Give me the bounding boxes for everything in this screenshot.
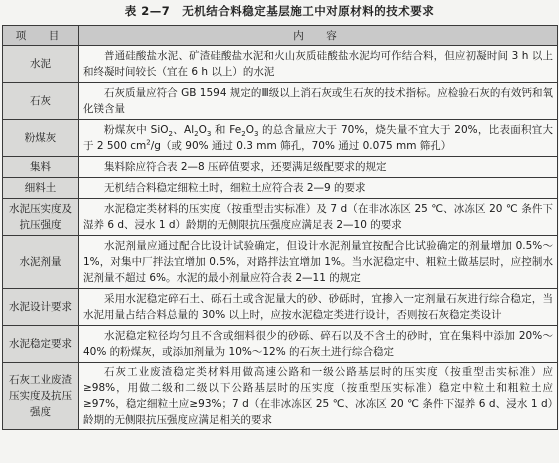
header-content: 内 容 (79, 26, 558, 46)
table-row (3, 120, 558, 157)
row-content: 集料除应符合表 2—8 压碎值要求，还要满足级配要求的规定 (79, 157, 558, 178)
row-content: 水泥稳定粒径均匀且不含或细料很少的砂砾、碎石以及不含土的砂时，宜在集料中添加 20%～40% 的粉煤灰，或添加剂量为 10%～12% 的石灰土进行综合稳定 (79, 326, 558, 363)
row-item-label: 集料 (3, 157, 79, 178)
row-content: 普通硅酸盐水泥、矿渣硅酸盐水泥和火山灰质硅酸盐水泥均可作结合料，但应初凝时间 3 h 以上和终凝时间较长（宜在 6 h 以上）的水泥 (79, 46, 558, 83)
subscript: 2 (168, 130, 173, 139)
subscript: 2 (194, 130, 199, 139)
text-segment: 的总含量应大于 70%，烧失量不宜大于 20%，比表面积宜大于 2 500 cm (83, 124, 553, 152)
row-item-label: 水泥设计要求 (3, 289, 79, 326)
row-content: 石灰质量应符合 GB 1594 规定的Ⅲ级以上消石灰或生石灰的技术指标。应检验石灰的有效钙和氧化镁含量 (79, 83, 558, 120)
row-item-label: 细料土 (3, 178, 79, 199)
table-row (3, 46, 558, 83)
row-content: 水泥稳定类材料的压实度（按重型击实标准）及 7 d（在非冰冻区 25 ℃、冰冻区 20 ℃ 条件下湿养 6 d、浸水 1 d）龄期的无侧限抗压强度应满足表 2—10 的要求 (79, 199, 558, 236)
table-row (3, 83, 558, 120)
subscript: 2 (241, 130, 246, 139)
text-segment: 和 Fe (211, 124, 242, 136)
row-content: 水泥剂量应通过配合比设计试验确定，但设计水泥剂量宜按配合比试验确定的剂量增加 0.5%～1%，对集中厂拌法宜增加 0.5%，对路拌法宜增加 1%。当水泥稳定中、粗粒土做基层时，应控制水泥剂量不超过 6%。水泥的最小剂量应符合表 2—11 的规定 (79, 236, 558, 289)
row-item-label: 粉煤灰 (3, 120, 79, 157)
superscript: 2 (146, 138, 151, 147)
row-item-label: 水泥压实度及抗压强度 (3, 199, 79, 236)
subscript: 3 (253, 130, 259, 139)
row-item-label: 石灰工业废渣压实度及抗压强度 (3, 363, 79, 430)
requirements-table (2, 25, 558, 430)
text-segment: 粉煤灰中 SiO (104, 124, 169, 136)
table-row (3, 236, 558, 289)
row-item-label: 水泥剂量 (3, 236, 79, 289)
header-item: 项 目 (3, 26, 79, 46)
subscript: 3 (206, 130, 212, 139)
row-item-label: 石灰 (3, 83, 79, 120)
table-row (3, 199, 558, 236)
table-header-row (3, 26, 558, 46)
row-content: 无机结合料稳定细粒土时，细粒土应符合表 2—9 的要求 (79, 178, 558, 199)
table-row (3, 289, 558, 326)
text-segment: O (198, 124, 207, 136)
table-row (3, 178, 558, 199)
row-content: 采用水泥稳定碎石土、砾石土或含泥量大的砂、砂砾时，宜掺入一定剂量石灰进行综合稳定，当水泥用量占结合料总量的 30% 以上时，应按水泥稳定类进行设计，否则按石灰稳定类设计 (79, 289, 558, 326)
row-content: 石灰工业废渣稳定类材料用做高速公路和一级公路基层时的压实度（按重型击实标准）应≥98%，用做二级和二级以下公路基层时的压实度（按重型压实标准）稳定中粒土和粗粒土应≥97%，稳定细粒土应≥93%；7 d（在非冰冻区 25 ℃、冰冻区 20 ℃ 条件下湿养 6 d、浸水 1 d）龄期的无侧限抗压强度应满足相关的要求 (79, 363, 558, 430)
text-segment: /g（或 90% 通过 0.3 mm 筛孔，70% 通过 0.075 mm 筛孔） (150, 140, 452, 152)
row-item-label: 水泥稳定要求 (3, 326, 79, 363)
row-content (79, 120, 558, 157)
table-row (3, 363, 558, 430)
text-segment: 、Al (172, 124, 195, 136)
table-title: 表 2—7 无机结合料稳定基层施工中对原材料的技术要求 (124, 4, 435, 18)
row-item-label: 水泥 (3, 46, 79, 83)
table-row (3, 326, 558, 363)
table-row (3, 157, 558, 178)
text-segment: O (245, 124, 254, 136)
